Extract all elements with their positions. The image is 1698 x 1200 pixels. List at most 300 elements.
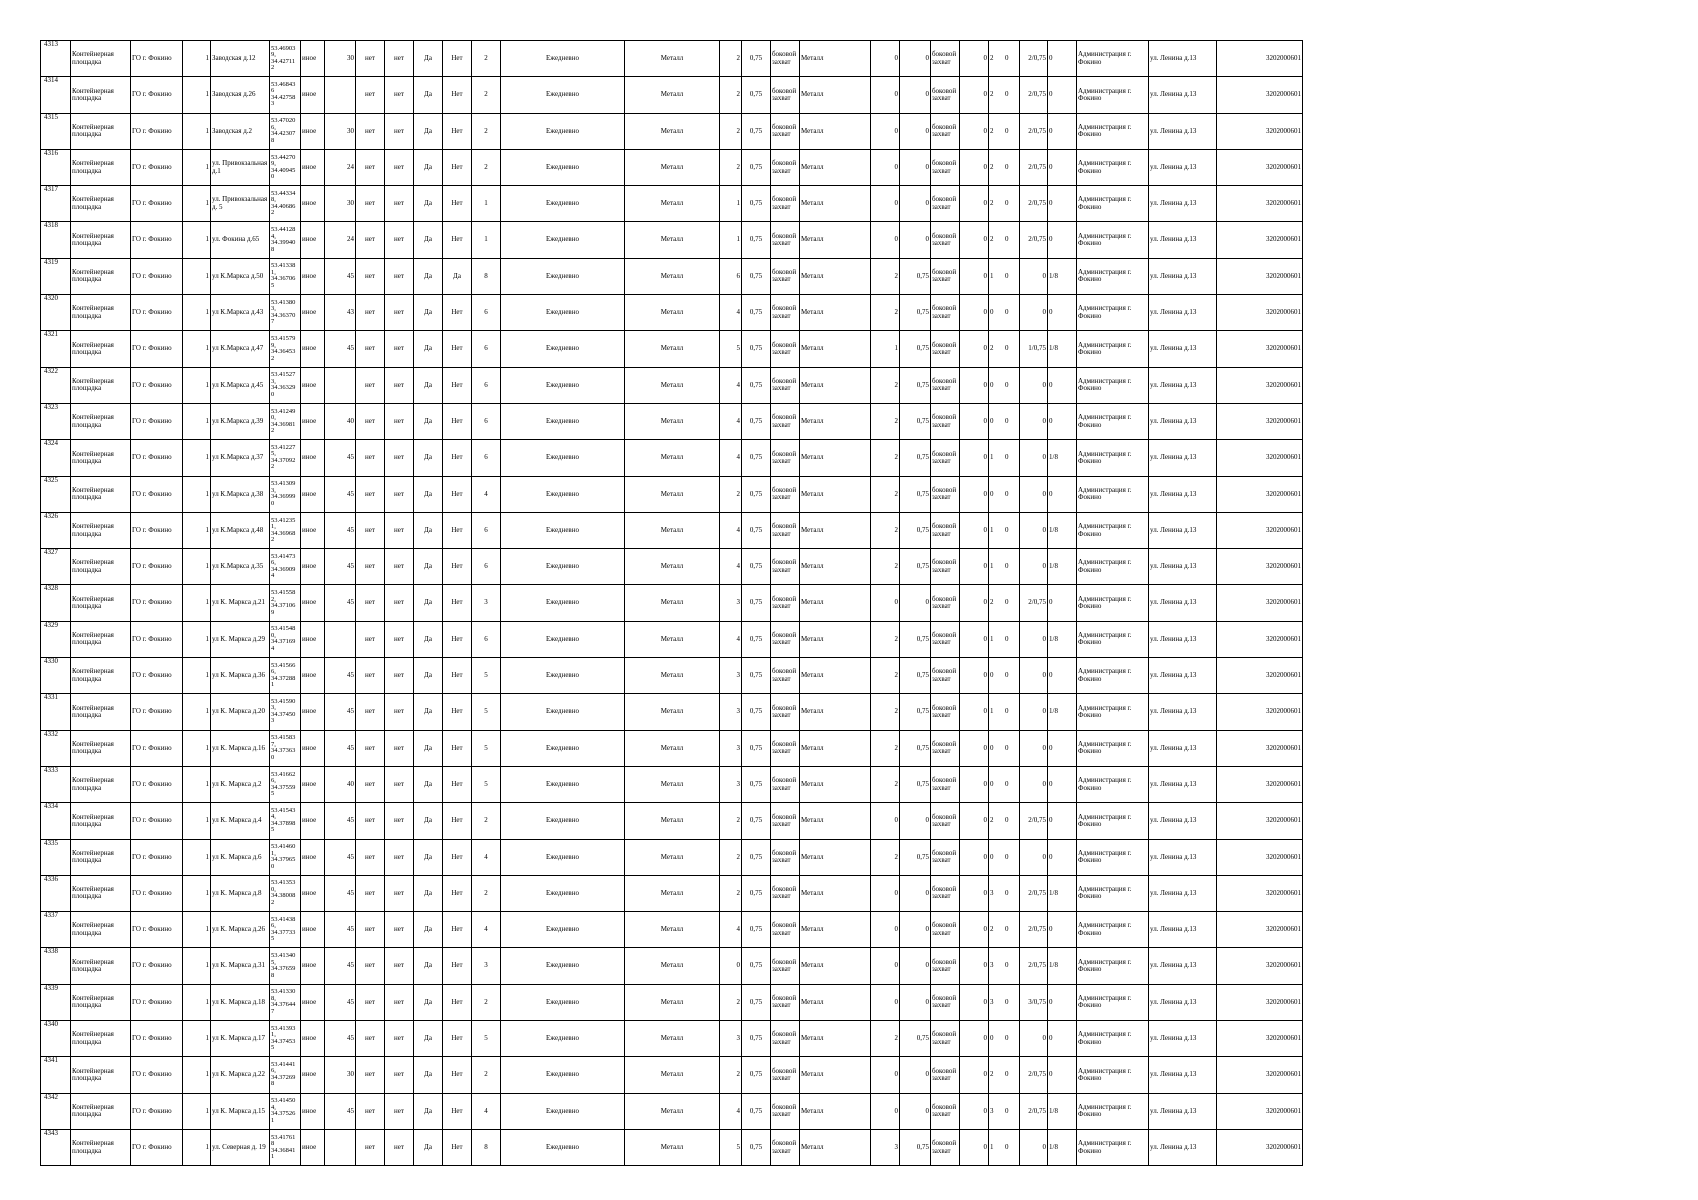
loading-type-2: боковой захват xyxy=(931,549,960,585)
col-c5: 0 xyxy=(1005,1033,1009,1042)
material-2: Металл xyxy=(800,512,871,548)
row-number: 4340 xyxy=(41,1021,71,1057)
roof: нет xyxy=(385,658,414,694)
area xyxy=(325,77,356,113)
col-c6: 3/0,75 xyxy=(1020,984,1048,1020)
admin-address: ул. Ленина д.13 xyxy=(1149,730,1217,766)
col-c6: 2/0,75 xyxy=(1020,1057,1048,1093)
frequency: Ежедневно xyxy=(501,730,625,766)
col-c6: 2/0,75 xyxy=(1020,186,1048,222)
flag-yes: Да xyxy=(414,694,443,730)
flag-yes: Да xyxy=(414,222,443,258)
street-address: ул К. Маркса д.26 xyxy=(211,912,270,948)
surface-type: иное xyxy=(301,367,325,403)
loading-type: боковой захват xyxy=(771,1021,800,1057)
col-c4-c5 xyxy=(989,77,1020,113)
row-number: 4329 xyxy=(41,621,71,657)
area: 45 xyxy=(325,984,356,1020)
col-c6: 2/0,75 xyxy=(1020,222,1048,258)
ogrn: 3202000601 xyxy=(1217,41,1303,77)
coordinates: 53.47020 6, 34.42307 8 xyxy=(270,113,301,149)
coordinates: 53.44128 4, 34.39940 8 xyxy=(270,222,301,258)
flag-yes: Да xyxy=(414,440,443,476)
table-row xyxy=(41,549,1303,585)
area: 45 xyxy=(325,258,356,294)
material: Металл xyxy=(625,512,720,548)
col-c7: 1/8 xyxy=(1048,512,1077,548)
container-qty: 2 xyxy=(720,476,742,512)
owner: ГО г. Фокино xyxy=(131,730,183,766)
table-row xyxy=(41,113,1303,149)
row-number: 4321 xyxy=(41,331,71,367)
area xyxy=(325,621,356,657)
material-2: Металл xyxy=(800,875,871,911)
col-c7: 1/8 xyxy=(1048,948,1077,984)
container-volume: 0,75 xyxy=(742,476,771,512)
table-row xyxy=(41,258,1303,294)
administration: Администрация г. Фокино xyxy=(1077,1021,1149,1057)
col-c3: 0 xyxy=(960,1093,989,1129)
area xyxy=(325,367,356,403)
surface-type: иное xyxy=(301,1093,325,1129)
one-flag: 1 xyxy=(183,331,211,367)
owner: ГО г. Фокино xyxy=(131,476,183,512)
admin-address: ул. Ленина д.13 xyxy=(1149,1021,1217,1057)
surface-type: иное xyxy=(301,621,325,657)
col-c4-c5 xyxy=(989,549,1020,585)
col-c6: 2/0,75 xyxy=(1020,77,1048,113)
owner: ГО г. Фокино xyxy=(131,948,183,984)
col-c4: 2 xyxy=(990,1070,994,1079)
container-count: 2 xyxy=(472,41,501,77)
roof: нет xyxy=(385,549,414,585)
flag-new: Нет xyxy=(443,1093,472,1129)
container-count: 6 xyxy=(472,440,501,476)
flag-yes: Да xyxy=(414,875,443,911)
col-c7: 1/8 xyxy=(1048,440,1077,476)
surface-type: иное xyxy=(301,948,325,984)
admin-address: ул. Ленина д.13 xyxy=(1149,984,1217,1020)
surface-type: иное xyxy=(301,77,325,113)
container-qty-2: 0 xyxy=(871,984,900,1020)
admin-address: ул. Ленина д.13 xyxy=(1149,331,1217,367)
material: Металл xyxy=(625,694,720,730)
col-c3: 0 xyxy=(960,912,989,948)
table-row xyxy=(41,149,1303,185)
fence: нет xyxy=(356,222,385,258)
flag-new: Нет xyxy=(443,41,472,77)
col-c5: 0 xyxy=(1005,1142,1009,1151)
roof: нет xyxy=(385,912,414,948)
container-volume-2: 0 xyxy=(900,149,931,185)
container-count: 5 xyxy=(472,658,501,694)
container-volume-2: 0 xyxy=(900,1093,931,1129)
one-flag: 1 xyxy=(183,621,211,657)
roof: нет xyxy=(385,1129,414,1165)
area: 45 xyxy=(325,875,356,911)
fence: нет xyxy=(356,839,385,875)
owner: ГО г. Фокино xyxy=(131,41,183,77)
row-number: 4335 xyxy=(41,839,71,875)
container-qty-2: 1 xyxy=(871,331,900,367)
frequency: Ежедневно xyxy=(501,766,625,802)
street-address: ул К. Маркса д.8 xyxy=(211,875,270,911)
container-qty-2: 0 xyxy=(871,875,900,911)
flag-yes: Да xyxy=(414,41,443,77)
material-2: Металл xyxy=(800,222,871,258)
material-2: Металл xyxy=(800,839,871,875)
loading-type-2: боковой захват xyxy=(931,839,960,875)
frequency: Ежедневно xyxy=(501,1021,625,1057)
material-2: Металл xyxy=(800,41,871,77)
col-c4-c5 xyxy=(989,658,1020,694)
area: 45 xyxy=(325,476,356,512)
fence: нет xyxy=(356,41,385,77)
owner: ГО г. Фокино xyxy=(131,912,183,948)
area: 40 xyxy=(325,403,356,439)
area: 24 xyxy=(325,149,356,185)
col-c7: 0 xyxy=(1048,585,1077,621)
col-c4-c5 xyxy=(989,730,1020,766)
col-c6: 0 xyxy=(1020,839,1048,875)
container-qty: 4 xyxy=(720,512,742,548)
table-row xyxy=(41,730,1303,766)
material-2: Металл xyxy=(800,258,871,294)
col-c4: 0 xyxy=(990,1033,994,1042)
administration: Администрация г. Фокино xyxy=(1077,113,1149,149)
flag-new: Нет xyxy=(443,186,472,222)
coordinates: 53.41393 1, 34.37453 5 xyxy=(270,1021,301,1057)
street-address: ул К.Маркса д.37 xyxy=(211,440,270,476)
site-type: Контейнерная площадка xyxy=(71,367,131,403)
container-volume: 0,75 xyxy=(742,1129,771,1165)
flag-yes: Да xyxy=(414,1057,443,1093)
col-c7: 1/8 xyxy=(1048,694,1077,730)
owner: ГО г. Фокино xyxy=(131,549,183,585)
col-c5: 0 xyxy=(1005,598,1009,607)
street-address: ул К. Маркса д.6 xyxy=(211,839,270,875)
container-volume: 0,75 xyxy=(742,512,771,548)
coordinates: 53.41527 3, 34.36329 0 xyxy=(270,367,301,403)
coordinates: 53.41566 6, 34.37288 1 xyxy=(270,658,301,694)
frequency: Ежедневно xyxy=(501,440,625,476)
owner: ГО г. Фокино xyxy=(131,766,183,802)
material: Металл xyxy=(625,476,720,512)
loading-type-2: боковой захват xyxy=(931,1129,960,1165)
administration: Администрация г. Фокино xyxy=(1077,1093,1149,1129)
table-row xyxy=(41,803,1303,839)
administration: Администрация г. Фокино xyxy=(1077,694,1149,730)
material-2: Металл xyxy=(800,295,871,331)
col-c7: 0 xyxy=(1048,803,1077,839)
col-c6: 0 xyxy=(1020,295,1048,331)
ogrn: 3202000601 xyxy=(1217,113,1303,149)
container-qty-2: 2 xyxy=(871,258,900,294)
loading-type-2: боковой захват xyxy=(931,694,960,730)
container-qty-2: 2 xyxy=(871,694,900,730)
administration: Администрация г. Фокино xyxy=(1077,658,1149,694)
one-flag: 1 xyxy=(183,77,211,113)
container-qty: 4 xyxy=(720,912,742,948)
site-type: Контейнерная площадка xyxy=(71,440,131,476)
col-c4: 1 xyxy=(990,1142,994,1151)
col-c4-c5 xyxy=(989,839,1020,875)
flag-yes: Да xyxy=(414,295,443,331)
material: Металл xyxy=(625,403,720,439)
material: Металл xyxy=(625,730,720,766)
container-qty-2: 2 xyxy=(871,839,900,875)
owner: ГО г. Фокино xyxy=(131,331,183,367)
ogrn: 3202000601 xyxy=(1217,621,1303,657)
one-flag: 1 xyxy=(183,912,211,948)
owner: ГО г. Фокино xyxy=(131,512,183,548)
container-volume-2: 0,75 xyxy=(900,512,931,548)
container-count: 6 xyxy=(472,549,501,585)
col-c6: 0 xyxy=(1020,512,1048,548)
fence: нет xyxy=(356,367,385,403)
table-row xyxy=(41,440,1303,476)
admin-address: ул. Ленина д.13 xyxy=(1149,1129,1217,1165)
site-type: Контейнерная площадка xyxy=(71,403,131,439)
container-volume-2: 0,75 xyxy=(900,331,931,367)
container-count: 1 xyxy=(472,222,501,258)
coordinates: 53.41235 1, 34.36968 2 xyxy=(270,512,301,548)
street-address: Заводская д.26 xyxy=(211,77,270,113)
owner: ГО г. Фокино xyxy=(131,839,183,875)
material: Металл xyxy=(625,149,720,185)
administration: Администрация г. Фокино xyxy=(1077,1057,1149,1093)
container-qty: 3 xyxy=(720,766,742,802)
container-count: 4 xyxy=(472,839,501,875)
owner: ГО г. Фокино xyxy=(131,694,183,730)
loading-type-2: боковой захват xyxy=(931,77,960,113)
col-c7: 0 xyxy=(1048,476,1077,512)
coordinates: 53.41441 6, 34.37269 8 xyxy=(270,1057,301,1093)
one-flag: 1 xyxy=(183,1093,211,1129)
row-number: 4315 xyxy=(41,113,71,149)
coordinates: 53.41309 3, 34.36999 0 xyxy=(270,476,301,512)
container-qty: 4 xyxy=(720,295,742,331)
flag-new: Нет xyxy=(443,295,472,331)
col-c5: 0 xyxy=(1005,671,1009,680)
container-qty: 2 xyxy=(720,77,742,113)
col-c3: 0 xyxy=(960,621,989,657)
table-row xyxy=(41,331,1303,367)
administration: Администрация г. Фокино xyxy=(1077,258,1149,294)
material-2: Металл xyxy=(800,1057,871,1093)
material: Металл xyxy=(625,948,720,984)
loading-type: боковой захват xyxy=(771,440,800,476)
flag-new: Нет xyxy=(443,476,472,512)
container-qty-2: 0 xyxy=(871,186,900,222)
container-count: 3 xyxy=(472,948,501,984)
street-address: ул К.Маркса д.38 xyxy=(211,476,270,512)
owner: ГО г. Фокино xyxy=(131,222,183,258)
admin-address: ул. Ленина д.13 xyxy=(1149,77,1217,113)
material-2: Металл xyxy=(800,403,871,439)
col-c4-c5 xyxy=(989,694,1020,730)
row-number: 4323 xyxy=(41,403,71,439)
loading-type-2: боковой захват xyxy=(931,585,960,621)
administration: Администрация г. Фокино xyxy=(1077,295,1149,331)
container-volume-2: 0 xyxy=(900,875,931,911)
col-c5: 0 xyxy=(1005,816,1009,825)
admin-address: ул. Ленина д.13 xyxy=(1149,912,1217,948)
fence: нет xyxy=(356,258,385,294)
roof: нет xyxy=(385,258,414,294)
administration: Администрация г. Фокино xyxy=(1077,803,1149,839)
site-type: Контейнерная площадка xyxy=(71,222,131,258)
street-address: ул К.Маркса д.35 xyxy=(211,549,270,585)
material-2: Металл xyxy=(800,912,871,948)
container-volume-2: 0,75 xyxy=(900,549,931,585)
col-c3: 0 xyxy=(960,512,989,548)
col-c7: 0 xyxy=(1048,295,1077,331)
container-qty-2: 0 xyxy=(871,149,900,185)
street-address: Заводская д.2 xyxy=(211,113,270,149)
table-row xyxy=(41,912,1303,948)
admin-address: ул. Ленина д.13 xyxy=(1149,621,1217,657)
street-address: ул К. Маркса д.21 xyxy=(211,585,270,621)
loading-type: боковой захват xyxy=(771,367,800,403)
container-volume: 0,75 xyxy=(742,258,771,294)
street-address: ул К.Маркса д.48 xyxy=(211,512,270,548)
surface-type: иное xyxy=(301,149,325,185)
container-count: 5 xyxy=(472,694,501,730)
flag-yes: Да xyxy=(414,912,443,948)
col-c5: 0 xyxy=(1005,925,1009,934)
surface-type: иное xyxy=(301,766,325,802)
street-address: ул. Фокина д.65 xyxy=(211,222,270,258)
container-count: 4 xyxy=(472,476,501,512)
ogrn: 3202000601 xyxy=(1217,984,1303,1020)
col-c6: 0 xyxy=(1020,621,1048,657)
owner: ГО г. Фокино xyxy=(131,803,183,839)
roof: нет xyxy=(385,839,414,875)
row-number: 4331 xyxy=(41,694,71,730)
table-row xyxy=(41,295,1303,331)
surface-type: иное xyxy=(301,41,325,77)
container-count: 2 xyxy=(472,875,501,911)
container-volume-2: 0 xyxy=(900,1057,931,1093)
loading-type-2: боковой захват xyxy=(931,222,960,258)
owner: ГО г. Фокино xyxy=(131,295,183,331)
table-row xyxy=(41,186,1303,222)
container-qty: 2 xyxy=(720,1057,742,1093)
loading-type-2: боковой захват xyxy=(931,186,960,222)
surface-type: иное xyxy=(301,258,325,294)
flag-new: Нет xyxy=(443,331,472,367)
roof: нет xyxy=(385,186,414,222)
container-volume: 0,75 xyxy=(742,149,771,185)
frequency: Ежедневно xyxy=(501,331,625,367)
flag-yes: Да xyxy=(414,1129,443,1165)
container-volume: 0,75 xyxy=(742,549,771,585)
flag-new: Нет xyxy=(443,839,472,875)
container-qty: 2 xyxy=(720,803,742,839)
col-c7: 0 xyxy=(1048,912,1077,948)
container-qty-2: 2 xyxy=(871,476,900,512)
loading-type-2: боковой захват xyxy=(931,803,960,839)
flag-yes: Да xyxy=(414,403,443,439)
col-c6: 2/0,75 xyxy=(1020,113,1048,149)
roof: нет xyxy=(385,222,414,258)
container-qty-2: 2 xyxy=(871,440,900,476)
container-count: 2 xyxy=(472,803,501,839)
table-row xyxy=(41,948,1303,984)
surface-type: иное xyxy=(301,1129,325,1165)
ogrn: 3202000601 xyxy=(1217,476,1303,512)
col-c5: 0 xyxy=(1005,489,1009,498)
roof: нет xyxy=(385,367,414,403)
surface-type: иное xyxy=(301,875,325,911)
street-address: ул К. Маркса д.17 xyxy=(211,1021,270,1057)
col-c4-c5 xyxy=(989,440,1020,476)
area: 45 xyxy=(325,1021,356,1057)
material-2: Металл xyxy=(800,948,871,984)
owner: ГО г. Фокино xyxy=(131,984,183,1020)
street-address: ул К. Маркса д.16 xyxy=(211,730,270,766)
container-count: 6 xyxy=(472,512,501,548)
flag-yes: Да xyxy=(414,1021,443,1057)
col-c4: 2 xyxy=(990,126,994,135)
container-volume: 0,75 xyxy=(742,658,771,694)
container-qty: 4 xyxy=(720,403,742,439)
flag-yes: Да xyxy=(414,948,443,984)
material: Металл xyxy=(625,186,720,222)
loading-type: боковой захват xyxy=(771,403,800,439)
roof: нет xyxy=(385,512,414,548)
administration: Администрация г. Фокино xyxy=(1077,331,1149,367)
container-qty-2: 0 xyxy=(871,41,900,77)
coordinates: 53.41473 6, 34.36909 4 xyxy=(270,549,301,585)
col-c5: 0 xyxy=(1005,1106,1009,1115)
material-2: Металл xyxy=(800,186,871,222)
col-c3: 0 xyxy=(960,694,989,730)
area: 45 xyxy=(325,549,356,585)
col-c3: 0 xyxy=(960,367,989,403)
container-volume: 0,75 xyxy=(742,585,771,621)
material: Металл xyxy=(625,875,720,911)
loading-type: боковой захват xyxy=(771,839,800,875)
container-count: 3 xyxy=(472,585,501,621)
street-address: ул К. Маркса д.29 xyxy=(211,621,270,657)
frequency: Ежедневно xyxy=(501,803,625,839)
street-address: ул К. Маркса д.4 xyxy=(211,803,270,839)
col-c6: 0 xyxy=(1020,658,1048,694)
site-type: Контейнерная площадка xyxy=(71,984,131,1020)
fence: нет xyxy=(356,803,385,839)
administration: Администрация г. Фокино xyxy=(1077,77,1149,113)
owner: ГО г. Фокино xyxy=(131,186,183,222)
container-count: 1 xyxy=(472,186,501,222)
loading-type: боковой захват xyxy=(771,694,800,730)
container-qty-2: 2 xyxy=(871,549,900,585)
area: 24 xyxy=(325,222,356,258)
frequency: Ежедневно xyxy=(501,984,625,1020)
container-volume-2: 0 xyxy=(900,41,931,77)
flag-yes: Да xyxy=(414,658,443,694)
surface-type: иное xyxy=(301,512,325,548)
container-volume: 0,75 xyxy=(742,694,771,730)
material: Металл xyxy=(625,766,720,802)
flag-new: Нет xyxy=(443,658,472,694)
surface-type: иное xyxy=(301,186,325,222)
container-volume: 0,75 xyxy=(742,839,771,875)
container-volume-2: 0 xyxy=(900,948,931,984)
loading-type-2: боковой захват xyxy=(931,658,960,694)
ogrn: 3202000601 xyxy=(1217,766,1303,802)
